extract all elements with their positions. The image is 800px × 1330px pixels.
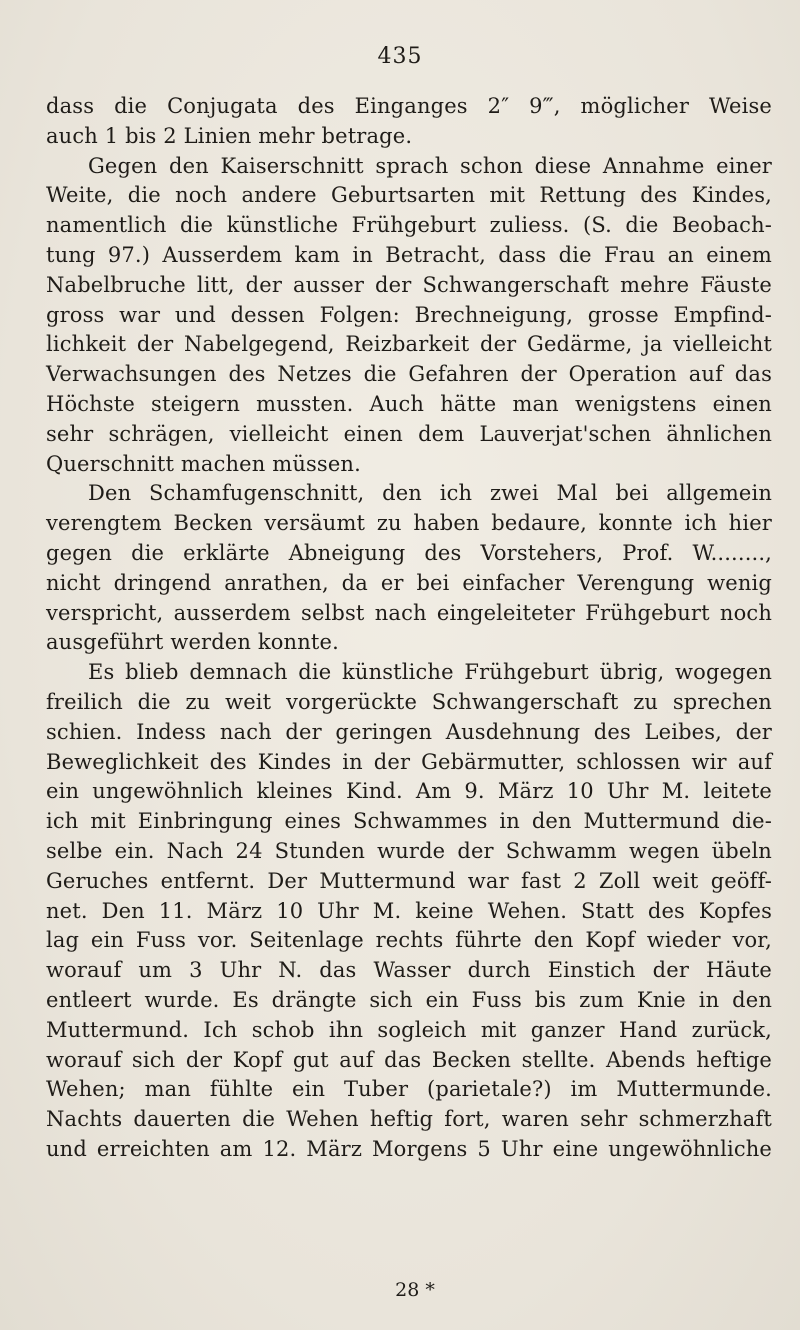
text-line: selbe ein. Nach 24 Stunden wurde der Schwamm wegen übeln: [46, 838, 772, 863]
text-line: verspricht, ausserdem selbst nach eingeleiteter Frühgeburt noch: [46, 600, 772, 625]
text-line: schien. Indess nach der geringen Ausdehnung des Leibes, der: [46, 719, 772, 744]
text-line: Geruches entfernt. Der Muttermund war fast 2 Zoll weit geöff-: [46, 868, 772, 893]
text-line: nicht dringend anrathen, da er bei einfacher Verengung wenig: [46, 570, 772, 595]
text-line: gegen die erklärte Abneigung des Vorstehers, Prof. W........,: [46, 540, 772, 565]
text-line: namentlich die künstliche Frühgeburt zuliess. (S. die Beobach-: [46, 213, 772, 238]
text-line: Wehen; man fühlte ein Tuber (parietale?) im Muttermunde.: [46, 1077, 772, 1102]
body-text: [46, 92, 772, 1165]
text-line: auch 1 bis 2 Linien mehr betrage.: [46, 123, 413, 148]
printer-signature: 28 *: [395, 1279, 435, 1301]
text-line: worauf sich der Kopf gut auf das Becken stellte. Abends heftige: [46, 1047, 772, 1072]
text-line: worauf um 3 Uhr N. das Wasser durch Einstich der Häute: [46, 958, 772, 983]
text-line: Querschnitt machen müssen.: [46, 451, 361, 476]
text-line: Weite, die noch andere Geburtsarten mit Rettung des Kindes,: [46, 183, 772, 208]
text-line: tung 97.) Ausserdem kam in Betracht, dass die Frau an einem: [46, 242, 772, 267]
text-line: lichkeit der Nabelgegend, Reizbarkeit der Gedärme, ja vielleicht: [46, 332, 772, 357]
text-line: und erreichten am 12. März Morgens 5 Uhr eine ungewöhnliche: [46, 1136, 772, 1161]
text-line: Verwachsungen des Netzes die Gefahren der Operation auf das: [46, 362, 772, 387]
text-line: ich mit Einbringung eines Schwammes in den Muttermund die-: [46, 809, 772, 834]
text-line: lag ein Fuss vor. Seitenlage rechts führte den Kopf wieder vor,: [46, 928, 772, 953]
text-line: Es blieb demnach die künstliche Frühgeburt übrig, wogegen: [88, 660, 772, 685]
text-line: gross war und dessen Folgen: Brechneigung, grosse Empfind-: [46, 302, 772, 327]
text-line: freilich die zu weit vorgerückte Schwangerschaft zu sprechen: [46, 689, 772, 714]
text-line: sehr schrägen, vielleicht einen dem Lauverjat'schen ähnlichen: [46, 421, 772, 446]
text-line: ausgeführt werden konnte.: [46, 630, 339, 655]
text-line: entleert wurde. Es drängte sich ein Fuss bis zum Knie in den: [46, 987, 772, 1012]
text-line: Gegen den Kaiserschnitt sprach schon diese Annahme einer: [88, 153, 772, 178]
text-line: Nabelbruche litt, der ausser der Schwangerschaft mehre Fäuste: [46, 272, 772, 297]
text-line: Beweglichkeit des Kindes in der Gebärmutter, schlossen wir auf: [46, 749, 772, 774]
page-number: 435: [377, 44, 423, 69]
text-line: Muttermund. Ich schob ihn sogleich mit ganzer Hand zurück,: [46, 1017, 772, 1042]
text-line: dass die Conjugata des Einganges 2″ 9‴, möglicher Weise: [46, 94, 772, 118]
text-line: net. Den 11. März 10 Uhr M. keine Wehen. Statt des Kopfes: [46, 898, 772, 923]
text-line: Höchste steigern mussten. Auch hätte man wenigstens einen: [46, 391, 772, 416]
text-line: verengtem Becken versäumt zu haben bedaure, konnte ich hier: [46, 511, 772, 536]
text-line: Nachts dauerten die Wehen heftig fort, waren sehr schmerzhaft: [46, 1107, 772, 1132]
text-line: ein ungewöhnlich kleines Kind. Am 9. März 10 Uhr M. leitete: [46, 779, 772, 804]
text-line: Den Schamfugenschnitt, den ich zwei Mal bei allgemein: [88, 481, 772, 506]
